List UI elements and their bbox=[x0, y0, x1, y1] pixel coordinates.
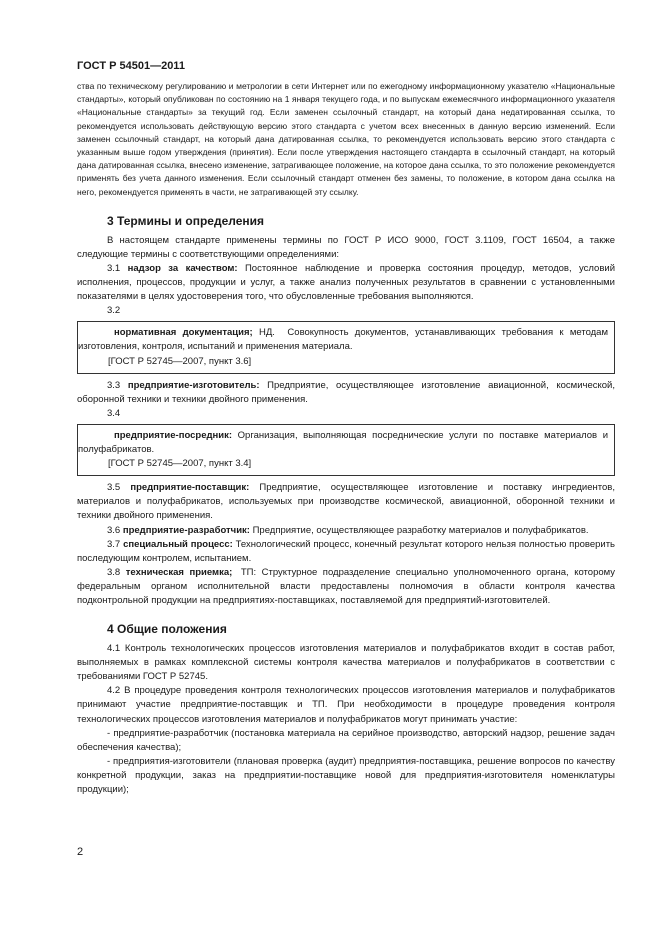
section-3-title: 3 Термины и определения bbox=[107, 213, 265, 228]
paragraph-4-2: 4.2 В процедуре проведения контроля технологических процессов изготовления материалов и полуфабрикатов принимают участие предприятие-поставщик и ТП. При необходимости в процедуре проведения контроля технологических процессов изготовления материалов и полуфабрикатов могут принимать участие: bbox=[77, 685, 615, 725]
term-3-2-box bbox=[77, 321, 615, 373]
list-item: - предприятие-разработчик (постановка материала на серийное производство, авторский надзор, решение задач обеспечения качества); bbox=[77, 727, 615, 753]
document-header: ГОСТ Р 54501—2011 bbox=[77, 60, 185, 72]
term-3-8: 3.8 техническая приемка; ТП: Структурное подразделение специально уполномоченного органа, которому федеральным органом исполнительной власти предоставлены полномочия в области контроля качества подконтрольной продукции на предприятиях-поставщиках, поставляемой для предприятий-изготовителей. bbox=[77, 566, 616, 606]
continuation-paragraph: ства по техническому регулированию и метрологии в сети Интернет или по ежегодному информационному указателю «Национальные стандарты», который опубликован по состоянию на 1 января текущего года, и по выпускам ежемесячного информационного указателя «Национальные стандарты» за текущий год. Если заменен ссылочный стандарт, на который дана недатированная ссылка, то рекомендуется использовать действующую версию этого стандарта с учетом всех внесенных в данную версию изменений. Если заменен ссылочный стандарт, на который дана датированная ссылка, то рекомендуется использовать версию этого стандарта с указанным выше годом утверждения (принятия). Если после утверждения настоящего стандарта в ссылочный стандарт, на который дана датированная ссылка, внесено изменение, затрагивающее положение, на которое дана ссылка, то это положение рекомендуется применять без учета данного изменения. Если ссылочный стандарт отменен без замены, то положение, в котором дана ссылка на него, рекомендуется применять в части, не затрагивающей эту ссылку. bbox=[77, 81, 615, 197]
page-body bbox=[77, 80, 615, 797]
term-3-6: 3.6 предприятие-разработчик: Предприятие, осуществляющее разработку материалов и полуфабрикатов. bbox=[107, 524, 589, 536]
section-4-title: 4 Общие положения bbox=[107, 622, 227, 637]
term-3-4-source: [ГОСТ Р 52745—2007, пункт 3.4] bbox=[108, 458, 252, 470]
page-number: 2 bbox=[77, 846, 84, 858]
term-3-2-source: [ГОСТ Р 52745—2007, пункт 3.6] bbox=[108, 355, 252, 367]
term-3-4-number: 3.4 bbox=[107, 407, 121, 419]
term-3-2-number: 3.2 bbox=[107, 305, 121, 317]
section-3-intro: В настоящем стандарте применены термины по ГОСТ Р ИСО 9000, ГОСТ 3.1109, ГОСТ 16504, а также следующие термины с соответствующими определениями: bbox=[77, 234, 615, 260]
term-3-4-box bbox=[77, 424, 615, 476]
term-3-4: предприятие-посредник: Организация, выполняющая посреднические услуги по поставке материалов и полуфабрикатов. bbox=[78, 429, 609, 456]
term-3-5: 3.5 предприятие-поставщик: Предприятие, осуществляющее изготовление и поставку ингредиентов, материалов и полуфабрикатов, используемых при производстве космической, авиационной, оборонной техники и техники двойного применения. bbox=[77, 482, 615, 522]
paragraph-4-1: 4.1 Контроль технологических процессов изготовления материалов и полуфабрикатов входит в состав работ, выполняемых в рамках комплексной системы контроля качества материалов и полуфабрикатов в соответствии с требованиями ГОСТ Р 52745. bbox=[77, 643, 615, 683]
term-3-7: 3.7 специальный процесс: Технологический процесс, конечный результат которого нельзя полностью проверить последующим контролем, испытанием. bbox=[77, 538, 616, 564]
term-3-1: 3.1 надзор за качеством: Постоянное наблюдение и проверка состояния процедур, методов, условий исполнения, процессов, продукции и услуг, а также анализ полученных результатов в сравнении с установленными показателями в целях удостоверения того, что обусловленные требования выполняются. bbox=[77, 263, 616, 303]
term-3-3: 3.3 предприятие-изготовитель: Предприятие, осуществляющее изготовление авиационной, космической, оборонной техники и техники двойного применения. bbox=[77, 379, 615, 405]
list-item: - предприятия-изготовители (плановая проверка (аудит) предприятия-поставщика, решение вопросов по качеству конкретной продукции, заказ на предприятии-поставщике новой для предприятия-изготовителя номенклатуры продукции); bbox=[77, 755, 615, 796]
term-3-2: нормативная документация; НД. Совокупность документов, устанавливающих требования к методам изготовления, контроля, испытаний и применения материала. bbox=[78, 327, 608, 353]
